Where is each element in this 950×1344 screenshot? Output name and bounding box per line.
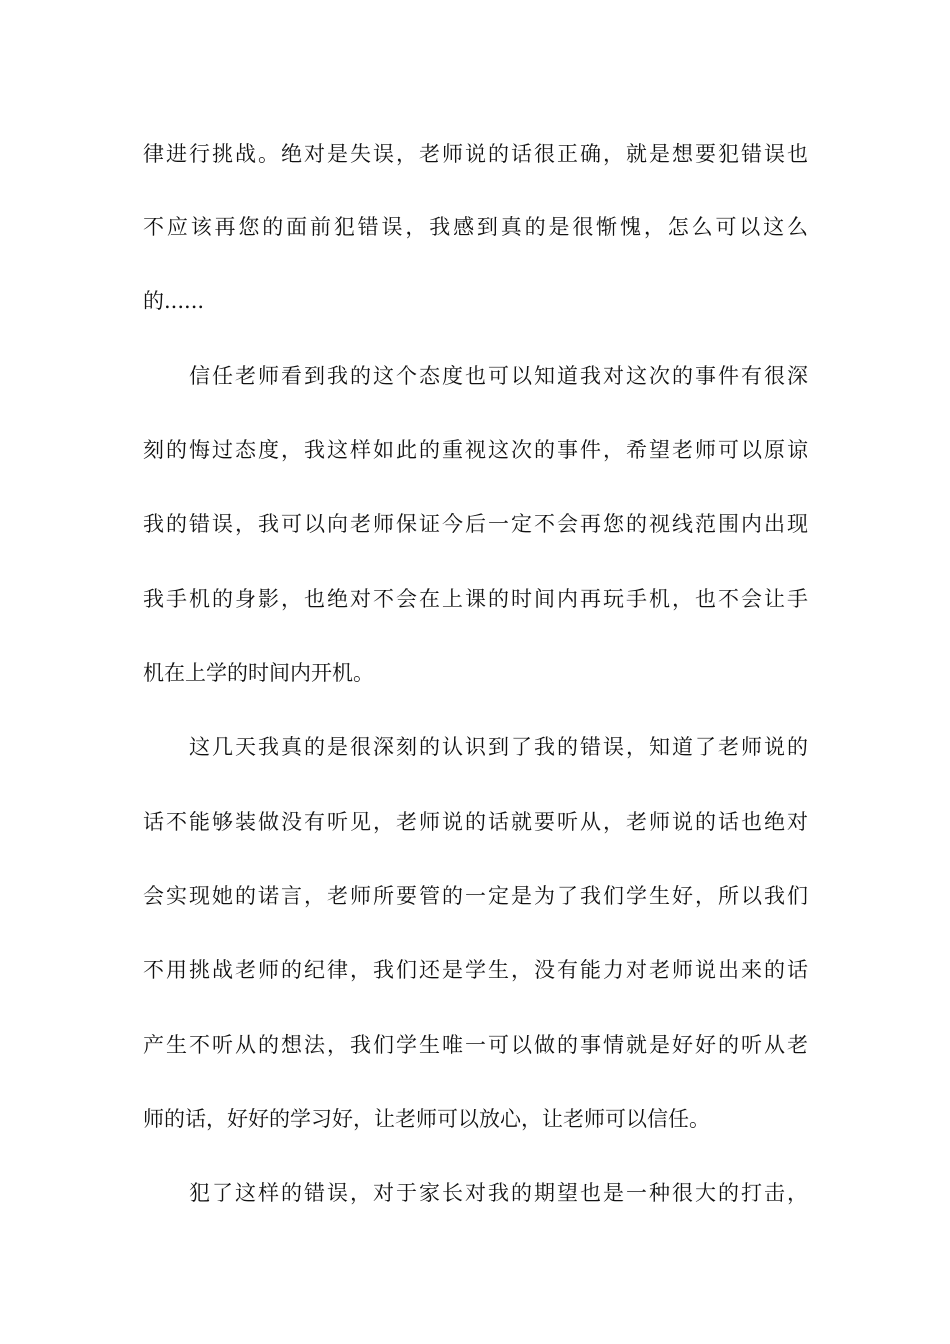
paragraph-3-line-3: 会实现她的诺言，老师所要管的一定是为了我们学生好，所以我们 [143, 884, 808, 908]
text-line-1: 律进行挑战。绝对是失误，老师说的话很正确，就是想要犯错误也 [143, 142, 808, 166]
paragraph-4-line-1: 犯了这样的错误，对于家长对我的期望也是一种很大的打击， [189, 1181, 808, 1205]
paragraph-3-line-2: 话不能够装做没有听见，老师说的话就要听从，老师说的话也绝对 [143, 810, 808, 834]
paragraph-2-line-4: 我手机的身影，也绝对不会在上课的时间内再玩手机，也不会让手 [143, 587, 808, 611]
text-line-2: 不应该再您的面前犯错误，我感到真的是很惭愧，怎么可以这么 [143, 215, 808, 239]
paragraph-2-line-2: 刻的悔过态度，我这样如此的重视这次的事件，希望老师可以原谅 [143, 438, 808, 462]
paragraph-3-line-6: 师的话，好好的学习好，让老师可以放心，让老师可以信任。 [143, 1107, 710, 1131]
paragraph-3-line-1: 这几天我真的是很深刻的认识到了我的错误，知道了老师说的 [189, 735, 808, 759]
paragraph-2-line-5: 机在上学的时间内开机。 [143, 661, 374, 685]
paragraph-2-line-1: 信任老师看到我的这个态度也可以知道我对这次的事件有很深 [189, 364, 808, 388]
paragraph-2-line-3: 我的错误，我可以向老师保证今后一定不会再您的视线范围内出现 [143, 512, 808, 536]
paragraph-3-line-4: 不用挑战老师的纪律，我们还是学生，没有能力对老师说出来的话 [143, 958, 808, 982]
text-line-3: 的...... [143, 289, 205, 313]
paragraph-3-line-5: 产生不听从的想法，我们学生唯一可以做的事情就是好好的听从老 [143, 1033, 808, 1057]
